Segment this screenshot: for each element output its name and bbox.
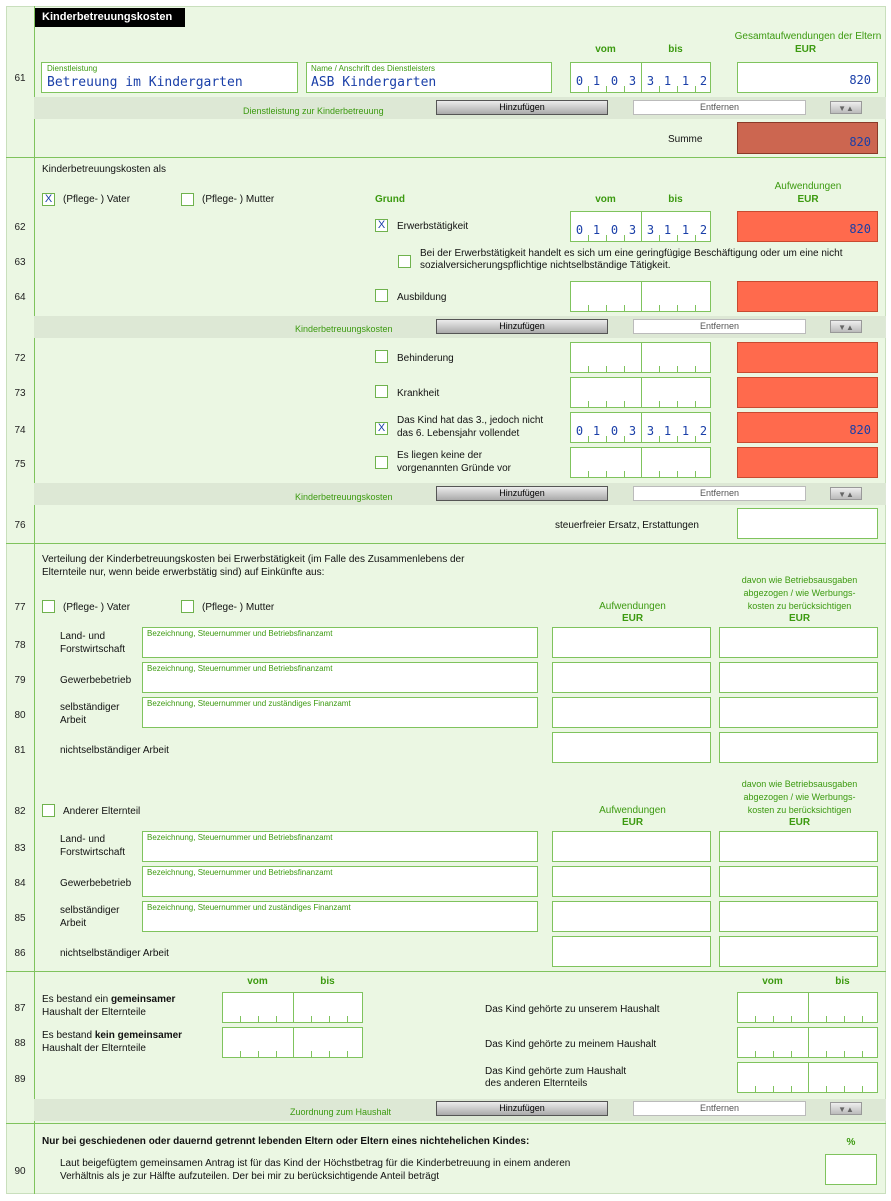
total-amount-value: 820 [849, 73, 871, 87]
date-range-88[interactable] [222, 1027, 363, 1058]
lf-desc-field[interactable] [142, 627, 538, 658]
grund-header: Grund [375, 194, 405, 205]
to-digit: 3 [646, 74, 655, 88]
to-digit: 1 [663, 223, 672, 237]
remove-button-64[interactable]: Entfernen [633, 319, 806, 334]
to-digit: 1 [681, 424, 690, 438]
keine-label-line1: Es liegen keine der [397, 450, 483, 461]
davon-header-82-line3: kosten zu berücksichtigen [747, 805, 852, 815]
date-range-87[interactable] [222, 992, 363, 1023]
amount-field-73[interactable] [737, 377, 878, 408]
other-parent-label: Anderer Elternteil [63, 806, 141, 817]
gew2-desc-sublabel: Bezeichnung, Steuernummer und Betriebsfinanzamt [147, 868, 333, 877]
summe-label: Summe [668, 134, 703, 145]
bis-header-89: bis [835, 976, 850, 987]
service-field-value: Betreuung im Kindergarten [47, 75, 243, 90]
date-range-64[interactable] [570, 281, 711, 312]
nichtselb-aufw-field[interactable] [552, 732, 711, 763]
separator [6, 157, 886, 158]
row-number-85: 85 [14, 913, 26, 924]
row-number-76: 76 [14, 520, 26, 531]
date-range-72[interactable] [570, 342, 711, 373]
anderer-haushalt-line1: Das Kind gehörte zum Haushalt [485, 1066, 627, 1077]
lf-desc-sublabel: Bezeichnung, Steuernummer und Betriebsfinanzamt [147, 629, 333, 638]
section-label-75: Kinderbetreuungskosten [295, 492, 393, 502]
mein-haushalt-label: Das Kind gehörte zu meinem Haushalt [485, 1039, 657, 1050]
section-title: Kinderbetreuungskosten [35, 8, 185, 27]
selb2-davon-field[interactable] [719, 901, 878, 932]
gew2-label: Gewerbebetrieb [60, 878, 132, 889]
kbk-intro: Kinderbetreuungskosten als [42, 164, 166, 175]
from-digit: 0 [610, 223, 619, 237]
vom-header-89: vom [762, 976, 783, 987]
amount-field-74[interactable] [737, 412, 878, 443]
from-digit: 3 [628, 74, 637, 88]
distribution-intro-line2: Elternteile nur, wenn beide erwerbstätig sind) auf Einkünfte aus: [42, 567, 325, 578]
nichtselb-label: nichtselbständiger Arbeit [60, 745, 169, 756]
from-digit: 0 [575, 74, 584, 88]
to-digit: 2 [699, 74, 708, 88]
date-range-61[interactable] [570, 62, 711, 93]
kein-label-line1 [42, 1030, 182, 1041]
to-digit: 1 [681, 223, 690, 237]
ausbildung-label: Ausbildung [397, 292, 447, 303]
aufw-eur-77: EUR [621, 613, 644, 624]
service-field-label: Dienstleistung [47, 64, 98, 73]
ersatz-field[interactable] [737, 508, 878, 539]
row-number-64: 64 [14, 292, 26, 303]
row-number-88: 88 [14, 1038, 26, 1049]
row-number-90: 90 [14, 1166, 26, 1177]
krankheit-label: Krankheit [397, 388, 440, 399]
row-number-84: 84 [14, 878, 26, 889]
provider-field-value: ASB Kindergarten [311, 75, 437, 90]
row-number-74: 74 [14, 425, 26, 436]
ersatz-label: steuerfreier Ersatz, Erstattungen [555, 520, 699, 531]
mother-label: (Pflege- ) Mutter [202, 194, 275, 205]
krankheit-checkbox[interactable] [375, 385, 388, 398]
father-checkbox[interactable]: X [42, 193, 55, 206]
kein-bold: kein gemeinsamer [94, 1030, 183, 1041]
selb2-aufw-field[interactable] [552, 901, 711, 932]
selb-desc-sublabel: Bezeichnung, Steuernummer und zuständiges Finanzamt [147, 699, 351, 708]
ausbildung-checkbox[interactable] [375, 289, 388, 302]
gew2-desc-field[interactable] [142, 866, 538, 897]
davon-header-82-eur: EUR [788, 817, 811, 828]
from-digit: 1 [592, 223, 601, 237]
gew2-aufw-field[interactable] [552, 866, 711, 897]
amount-field-75[interactable] [737, 447, 878, 478]
amount-value-74: 820 [849, 423, 871, 437]
lf2-label-line1: Land- und [60, 834, 106, 845]
dist-mother-checkbox[interactable] [181, 600, 194, 613]
lf2-aufw-field[interactable] [552, 831, 711, 862]
separator [6, 1123, 886, 1124]
section-90-text-line1: Laut beigefügtem gemeinsamen Antrag ist für das Kind der Höchstbetrag für die Kinderbetreuung in einem anderen [60, 1158, 571, 1169]
row-number-78: 78 [14, 640, 26, 651]
kind3-label-line2: das 6. Lebensjahr vollendet [397, 428, 520, 439]
date-range-62[interactable] [570, 211, 711, 242]
to-digit: 1 [663, 424, 672, 438]
amount-field-64[interactable] [737, 281, 878, 312]
nichtselb2-label: nichtselbständiger Arbeit [60, 948, 169, 959]
sort-arrows-64[interactable]: ▼▲ [830, 320, 862, 333]
aufw-header-62: Aufwendungen [774, 181, 842, 192]
to-digit: 2 [699, 223, 708, 237]
date-range-unser[interactable] [737, 992, 878, 1023]
selb-label-line2: Arbeit [60, 715, 87, 726]
selb-desc-field[interactable] [142, 697, 538, 728]
minor-job-note: Bei der Erwerbstätigkeit handelt es sich um eine geringfügige Beschäftigung oder um eine nicht sozialversicherungspflichtige nichtselbständige Tätigkeit. [420, 248, 843, 271]
mother-checkbox[interactable] [181, 193, 194, 206]
lf-label-line2: Forstwirtschaft [60, 644, 126, 655]
row-number-75: 75 [14, 459, 26, 470]
davon-header-line3: kosten zu berücksichtigen [747, 601, 852, 611]
to-digit: 1 [681, 74, 690, 88]
row-number-83: 83 [14, 843, 26, 854]
lf2-desc-sublabel: Bezeichnung, Steuernummer und Betriebsfinanzamt [147, 833, 333, 842]
lf-label-line1: Land- und [60, 631, 106, 642]
dist-father-label: (Pflege- ) Vater [63, 602, 131, 613]
row-number-73: 73 [14, 388, 26, 399]
amount-field-72[interactable] [737, 342, 878, 373]
to-digit: 1 [663, 74, 672, 88]
lf2-desc-field[interactable] [142, 831, 538, 862]
gemeinsam-prefix: Es bestand ein [42, 994, 111, 1005]
from-digit: 0 [610, 74, 619, 88]
to-digit: 3 [646, 223, 655, 237]
add-button-75[interactable]: Hinzufügen [436, 486, 608, 501]
row-number-80: 80 [14, 710, 26, 721]
bis-header-61: bis [668, 44, 683, 55]
other-parent-checkbox[interactable] [42, 804, 55, 817]
vom-header-61: vom [595, 44, 616, 55]
keine-checkbox[interactable] [375, 456, 388, 469]
add-button-61[interactable]: Hinzufügen [436, 100, 608, 115]
selb2-label-line2: Arbeit [60, 918, 87, 929]
add-button-64[interactable]: Hinzufügen [436, 319, 608, 334]
date-range-75[interactable] [570, 447, 711, 478]
sort-arrows-89[interactable]: ▼▲ [830, 1102, 862, 1115]
total-header: Gesamtaufwendungen der Eltern [734, 31, 882, 42]
date-range-mein[interactable] [737, 1027, 878, 1058]
row-number-82: 82 [14, 806, 26, 817]
selb-davon-field[interactable] [719, 697, 878, 728]
gew-label: Gewerbebetrieb [60, 675, 132, 686]
minor-job-checkbox[interactable] [398, 255, 411, 268]
separator [6, 543, 886, 544]
add-button-89[interactable]: Hinzufügen [436, 1101, 608, 1116]
from-digit: 1 [592, 424, 601, 438]
unser-haushalt-label: Das Kind gehörte zu unserem Haushalt [485, 1004, 660, 1015]
kind3-label-line1: Das Kind hat das 3., jedoch nicht [397, 415, 544, 426]
gemeinsam-label-line1 [42, 994, 175, 1005]
dist-mother-label: (Pflege- ) Mutter [202, 602, 275, 613]
gew-desc-sublabel: Bezeichnung, Steuernummer und Betriebsfinanzamt [147, 664, 333, 673]
anderer-haushalt-line2: des anderen Elternteils [485, 1078, 588, 1089]
behinderung-label: Behinderung [397, 353, 454, 364]
remove-button-89[interactable]: Entfernen [633, 1101, 806, 1116]
kind3-checkbox[interactable]: X [375, 422, 388, 435]
lf-aufw-field[interactable] [552, 627, 711, 658]
summe-value: 820 [849, 135, 871, 149]
from-digit: 3 [628, 223, 637, 237]
behinderung-checkbox[interactable] [375, 350, 388, 363]
nichtselb2-aufw-field[interactable] [552, 936, 711, 967]
total-header-eur: EUR [794, 44, 817, 55]
gew-aufw-field[interactable] [552, 662, 711, 693]
selb-label-line1: selbständiger [60, 702, 120, 713]
nichtselb2-davon-field[interactable] [719, 936, 878, 967]
lf2-davon-field[interactable] [719, 831, 878, 862]
provider-field-label: Name / Anschrift des Dienstleisters [311, 64, 436, 73]
row-number-63: 63 [14, 257, 26, 268]
aufw-eur-62: EUR [797, 194, 819, 205]
vom-header-87: vom [247, 976, 268, 987]
keine-label-line2: vorgenannten Gründe vor [397, 463, 511, 474]
lf-davon-field[interactable] [719, 627, 878, 658]
davon-header-82-line2: abgezogen / wie Werbungs- [743, 792, 856, 802]
date-range-74[interactable] [570, 412, 711, 443]
row-number-61: 61 [14, 73, 26, 84]
lf2-label-line2: Forstwirtschaft [60, 847, 126, 858]
amount-value-62: 820 [849, 222, 871, 236]
total-amount-field[interactable] [737, 62, 878, 93]
separator [6, 971, 886, 972]
percent-header: % [846, 1137, 856, 1148]
davon-header-line1: davon wie Betriebsausgaben [741, 575, 858, 585]
from-digit: 0 [610, 424, 619, 438]
to-digit: 3 [646, 424, 655, 438]
gemeinsam-label-line2: Haushalt der Elternteile [42, 1007, 146, 1018]
sort-arrows-61[interactable]: ▼▲ [830, 101, 862, 114]
nichtselb-davon-field[interactable] [719, 732, 878, 763]
row-number-79: 79 [14, 675, 26, 686]
row-number-87: 87 [14, 1003, 26, 1014]
selb2-label-line1: selbständiger [60, 905, 120, 916]
row-number-86: 86 [14, 948, 26, 959]
remove-button-61[interactable]: Entfernen [633, 100, 806, 115]
father-label: (Pflege- ) Vater [63, 194, 131, 205]
selb-aufw-field[interactable] [552, 697, 711, 728]
section-label-89: Zuordnung zum Haushalt [290, 1107, 392, 1117]
date-range-anderer[interactable] [737, 1062, 878, 1093]
row-number-89: 89 [14, 1074, 26, 1085]
gew-desc-field[interactable] [142, 662, 538, 693]
service-field[interactable] [41, 62, 298, 93]
percent-field[interactable] [825, 1154, 877, 1185]
from-digit: 1 [592, 74, 601, 88]
gew2-davon-field[interactable] [719, 866, 878, 897]
row-number-62: 62 [14, 222, 26, 233]
row-number-72: 72 [14, 353, 26, 364]
sort-arrows-75[interactable]: ▼▲ [830, 487, 862, 500]
erwerb-label: Erwerbstätigkeit [397, 221, 469, 232]
section-label-61: Dienstleistung zur Kinderbetreuung [243, 106, 384, 116]
from-digit: 0 [575, 424, 584, 438]
aufw-eur-82: EUR [621, 817, 644, 828]
distribution-intro-line1: Verteilung der Kinderbetreuungskosten bei Erwerbstätigkeit (im Falle des Zusammenlebens der [42, 554, 465, 565]
bis-header-87: bis [320, 976, 335, 987]
davon-header-line2: abgezogen / wie Werbungs- [743, 588, 856, 598]
amount-field-62[interactable] [737, 211, 878, 242]
selb2-desc-sublabel: Bezeichnung, Steuernummer und zuständiges Finanzamt [147, 903, 351, 912]
provider-field[interactable] [306, 62, 552, 93]
vom-header-62: vom [595, 194, 616, 205]
section-label-64: Kinderbetreuungskosten [295, 324, 393, 334]
aufw-header-77: Aufwendungen [599, 601, 666, 612]
kein-prefix: Es bestand [42, 1030, 95, 1041]
bis-header-62: bis [668, 194, 683, 205]
aufw-header-82: Aufwendungen [599, 805, 666, 816]
row-number-divider [34, 6, 35, 1194]
row-number-81: 81 [14, 745, 26, 756]
dist-father-checkbox[interactable] [42, 600, 55, 613]
davon-header-82-line1: davon wie Betriebsausgaben [741, 779, 858, 789]
summe-field [737, 122, 878, 154]
davon-header-eur: EUR [788, 613, 811, 624]
gew-davon-field[interactable] [719, 662, 878, 693]
erwerb-checkbox[interactable]: X [375, 219, 388, 232]
gemeinsam-bold: gemeinsamer [110, 994, 176, 1005]
to-digit: 2 [699, 424, 708, 438]
row-number-77: 77 [14, 602, 26, 613]
selb2-desc-field[interactable] [142, 901, 538, 932]
from-digit: 3 [628, 424, 637, 438]
from-digit: 0 [575, 223, 584, 237]
date-range-73[interactable] [570, 377, 711, 408]
section-90-text-line2: Verhältnis als je zur Hälfte aufzuteilen. Der bei mir zu berücksichtigende Anteil beträgt [60, 1171, 440, 1182]
remove-button-75[interactable]: Entfernen [633, 486, 806, 501]
kein-label-line2: Haushalt der Elternteile [42, 1043, 146, 1054]
section-90-heading: Nur bei geschiedenen oder dauernd getrennt lebenden Eltern oder Eltern eines nichtehelichen Kindes: [42, 1136, 530, 1147]
